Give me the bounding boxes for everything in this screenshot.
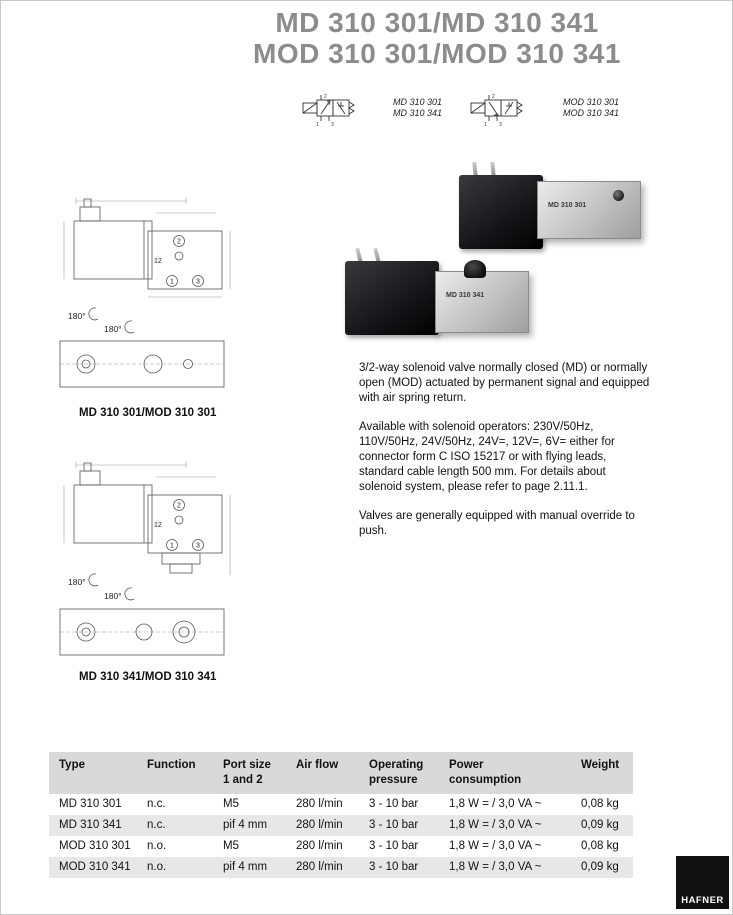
product-description (359, 361, 651, 553)
svg-text:1: 1 (316, 122, 319, 127)
cell-air-flow: 280 l/min (296, 840, 343, 852)
symbol-labels-mod (563, 97, 619, 119)
valve-body-label: MD 310 301 (548, 202, 587, 209)
dimension-drawing-icon (56, 195, 261, 403)
table-row (49, 794, 633, 815)
dimension-drawing-icon (56, 457, 261, 672)
technical-drawing-md310301 (56, 195, 261, 403)
cell-weight: 0,09 kg (581, 861, 619, 873)
pneumatic-symbol-md (299, 91, 391, 127)
product-photo-md310301 (441, 159, 641, 257)
cell-port-size: pif 4 mm (223, 861, 268, 873)
angle-label: 180° (104, 324, 122, 334)
spec-table (49, 752, 633, 878)
cell-air-flow: 280 l/min (296, 798, 343, 810)
product-photo-md310341 (331, 245, 536, 343)
svg-text:2: 2 (177, 502, 181, 510)
col-header-power-consumption: Power consumption (449, 759, 522, 786)
cell-power: 1,8 W = / 3,0 VA ~ (449, 840, 542, 852)
symbol-label: MD 310 301 (393, 97, 443, 107)
page-title-line1: MD 310 301/MD 310 341 (275, 7, 599, 38)
cell-type: MOD 310 341 (59, 861, 131, 873)
hafner-logo (676, 856, 729, 909)
svg-text:1: 1 (170, 542, 174, 550)
cell-pressure: 3 - 10 bar (369, 861, 419, 873)
valve-body (537, 181, 641, 239)
svg-text:12: 12 (154, 522, 162, 529)
svg-text:2: 2 (324, 94, 327, 100)
col-header-function: Function (147, 759, 196, 771)
port-hole-icon (613, 190, 624, 201)
cell-pressure: 3 - 10 bar (369, 840, 419, 852)
col-header-port-size: Port size 1 and 2 (223, 759, 271, 786)
angle-label: 180° (68, 311, 86, 321)
angle-label: 180° (68, 577, 86, 587)
cell-function: n.c. (147, 798, 166, 810)
cell-function: n.o. (147, 861, 167, 873)
table-row (49, 836, 633, 857)
page-title-line2: MOD 310 301/MOD 310 341 (253, 38, 621, 69)
col-header-weight: Weight (581, 759, 620, 771)
cell-type: MD 310 341 (59, 819, 122, 831)
cell-port-size: M5 (223, 840, 239, 852)
col-header-operating-pressure: Operating pressure (369, 759, 424, 786)
svg-text:2: 2 (492, 94, 495, 100)
solenoid-coil (459, 175, 543, 249)
push-in-fitting-icon (464, 260, 486, 278)
svg-text:3: 3 (499, 122, 502, 127)
cell-function: n.c. (147, 819, 166, 831)
pneumatic-symbol-mod (467, 91, 559, 127)
drawing-caption: MD 310 341/MOD 310 341 (79, 671, 217, 683)
svg-text:1: 1 (484, 122, 487, 127)
svg-text:12: 12 (154, 258, 162, 265)
description-paragraph: Available with solenoid operators: 230V/50Hz, 110V/50Hz, 24V/50Hz, 24V=, 12V=, 6V= either for connector form C ISO 15217 or with flying leads, standard cable length 500 mm. For details about solenoid system, please refer to page 2.11.1. (359, 421, 615, 493)
cell-weight: 0,08 kg (581, 840, 619, 852)
cell-power: 1,8 W = / 3,0 VA ~ (449, 798, 542, 810)
spec-table-header-row (49, 752, 633, 794)
cell-power: 1,8 W = / 3,0 VA ~ (449, 861, 542, 873)
table-row (49, 815, 633, 836)
valve-body (435, 271, 529, 333)
cell-air-flow: 280 l/min (296, 861, 343, 873)
cell-function: n.o. (147, 840, 167, 852)
cell-weight: 0,09 kg (581, 819, 619, 831)
cell-type: MOD 310 301 (59, 840, 131, 852)
description-paragraph: Valves are generally equipped with manual override to push. (359, 510, 635, 537)
cell-pressure: 3 - 10 bar (369, 798, 419, 810)
symbol-label: MD 310 341 (393, 108, 443, 118)
valve-symbol-nc-icon (299, 91, 391, 127)
cell-air-flow: 280 l/min (296, 819, 343, 831)
symbol-label: MOD 310 341 (563, 108, 620, 118)
valve-symbol-no-icon (467, 91, 559, 127)
cell-weight: 0,08 kg (581, 798, 619, 810)
cell-port-size: M5 (223, 798, 239, 810)
svg-text:2: 2 (177, 238, 181, 246)
description-paragraph: 3/2-way solenoid valve normally closed (MD) or normally open (MOD) actuated by permanent signal and equipped with air spring return. (359, 362, 650, 404)
drawing-caption: MD 310 301/MOD 310 301 (79, 407, 217, 419)
technical-drawing-md310341 (56, 457, 261, 672)
symbol-labels-md (393, 97, 442, 119)
valve-body-label: MD 310 341 (446, 292, 485, 299)
table-row (49, 857, 633, 878)
cell-port-size: pif 4 mm (223, 819, 268, 831)
cell-type: MD 310 301 (59, 798, 122, 810)
cell-pressure: 3 - 10 bar (369, 819, 419, 831)
col-header-type: Type (59, 759, 85, 771)
page-title (151, 7, 723, 69)
svg-text:3: 3 (196, 542, 200, 550)
symbol-label: MOD 310 301 (563, 97, 620, 107)
svg-text:3: 3 (196, 278, 200, 286)
col-header-air-flow: Air flow (296, 759, 339, 771)
svg-text:1: 1 (170, 278, 174, 286)
cell-power: 1,8 W = / 3,0 VA ~ (449, 819, 542, 831)
angle-label: 180° (104, 591, 122, 601)
hafner-logo-text: HAFNER (681, 895, 724, 906)
svg-text:3: 3 (331, 122, 334, 127)
solenoid-coil (345, 261, 439, 335)
